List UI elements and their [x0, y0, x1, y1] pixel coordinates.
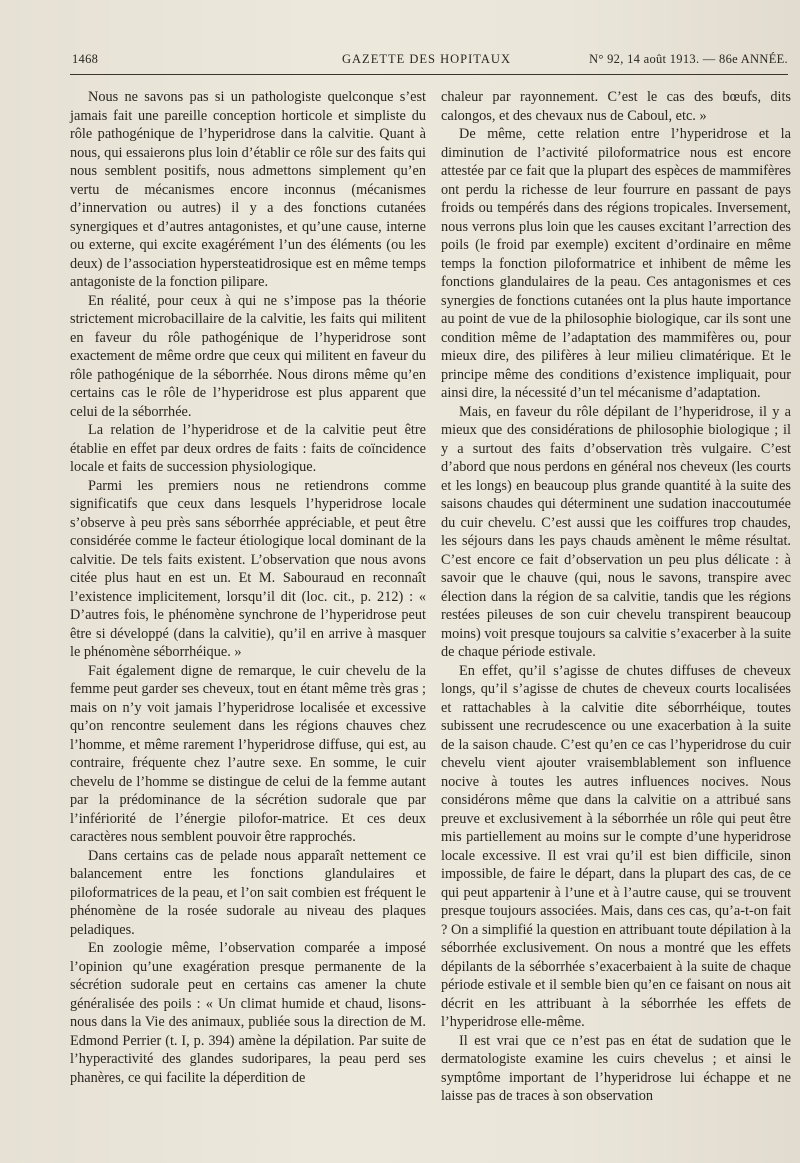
paragraph: En zoologie même, l’observation comparée a imposé l’opinion qu’une exagération presque permanente de la sécrétion sudorale peut en certains cas amener la chute généralisée des poils : « Un climat humide et chaud, lisons-nous dans la Vie des animaux, publiée sous la direction de M. Edmond Perrier (t. I, p. 394) amène la dépilation. Par suite de l’hyperactivité des glandes sudoripares, la peau perd ses phanères, ce qui facilite la déperdition de	[70, 940, 426, 1086]
issue-info: N° 92, 14 août 1913. — 86e ANNÉE.	[589, 52, 788, 66]
paragraph: Mais, en faveur du rôle dépilant de l’hyperidrose, il y a mieux que des considérations de philosophie biologique ; il y a surtout des faits d’observation très vulgaire. C’est d’abord que nous perdons en général nos cheveux (les courts et les longs) en beaucoup plus grande quantité à la suite des saisons chaudes qui déterminent une sudation inaccoutumée du cuir chevelu. C’est aussi que les coiffures trop chaudes, les séjours dans les pays chauds amènent le même résultat. C’est encore ce fait d’observation un peu plus délicate : à savoir que le chauve (qui, nous le savons, transpire avec élection dans la région de sa calvitie, tandis que les régions restées pileuses de son cuir chevelu transpirent beaucoup moins) voit presque toujours sa calvitie s’exacerber à la suite de chaque période estivale.	[441, 403, 791, 660]
paragraph: Il est vrai que ce n’est pas en état de sudation que le dermatologiste examine les cuirs chevelus ; et ainsi le symptôme important de l’hyperidrose lui échappe et ne laisse pas de traces à son observation	[441, 1032, 791, 1104]
left-column	[70, 88, 426, 1087]
paragraph: De même, cette relation entre l’hyperidrose et la diminution de l’activité piloformatrice nous est encore attestée par ce fait que la plupart des espèces de mammifères ont perdu la richesse de leur fourrure en passant de pays froids ou tempérés dans des régions tropicales. Inversement, nous verrons plus loin que les causes excitant l’arrection des poils (le froid par exemple) excitent d’ordinaire en même temps la fonction piloformatrice et inhibent de même les fonctions glandulaires de la peau. Ces antagonismes et ces synergies de fonctions cutanées ont la plus haute importance au point de vue de la philosophie biologique, car ils sont une condition même de l’adaptation des mammifères ou, pour mieux dire, des pilifères à leur milieu climatérique. Et le principe même des conditions d’existence impliquait, pour ainsi dire, la nécessité d’un tel mécanisme d’adaptation.	[441, 126, 791, 401]
paragraph: Parmi les premiers nous ne retiendrons comme significatifs que ceux dans lesquels l’hyperidrose locale s’observe à peu près sans séborrhée appréciable, et peut être considérée comme le facteur étiologique local dominant de la calvitie. De tels faits existent. L’observation que nous avons citée plus haut en est un. Et M. Sabouraud en reconnaît l’existence implicitement, lorsqu’il dit (loc. cit., p. 212) : « D’autres fois, le phénomène synchrone de l’hyperidrose peut être si développé (dans la calvitie), qu’il en arrive à masquer le phénomène séborrhéique. »	[70, 477, 426, 660]
paragraph: Fait également digne de remarque, le cuir chevelu de la femme peut garder ses cheveux, tout en étant même très gras ; mais on n’y voit jamais l’hyperidrose localisée et excessive qu’on rencontre seulement dans les régions chauves chez l’homme, et même rarement l’hyperidrose diffuse, qui est, au contraire, fréquente chez l’autre sexe. En somme, le cuir chevelu de l’homme se distingue de celui de la femme autant par la prédominance de la sécrétion sudorale que par l’infériorité de l’énergie pilofor-matrice. Et ces deux caractères nous semblent pouvoir être rapprochés.	[70, 662, 426, 845]
page-number: 1468	[72, 52, 99, 66]
paragraph: La relation de l’hyperidrose et de la calvitie peut être établie en effet par deux ordres de faits : faits de coïncidence locale et faits de succession physiologique.	[70, 422, 426, 475]
paragraph: En effet, qu’il s’agisse de chutes diffuses de cheveux longs, qu’il s’agisse de chutes de cheveux courts localisées et rattachables à la calvitie dite séborrhéique, toutes subissent une recrudescence ou une exacerbation à la suite de la saison chaude. C’est qu’en ce cas l’hyperidrose du cuir chevelu vient ajouter vraisemblablement son influence nocive à toutes les autres influences nocives. Nous considérons même que dans la calvitie on a attribué sans preuve et exclusivement à la séborrhée un rôle qui peut être mis partiellement au moins sur le compte d’une hyperidrose locale excessive. Il est vrai qu’il est bien difficile, sinon impossible, de faire le départ, dans la plupart des cas, de ce qui peut appartenir à l’une et à l’autre cause, qui se trouvent presque toujours associées. Mais, dans ces cas, qu’a-t-on fait ? On a simplifié la question en attribuant toute dépilation à la séborrhée exclusivement. On nous a montré que les effets dépilants de la séborrhée s’exacerbaient à la suite de chaque période estivale et il semble bien qu’en ce faisant on nous ait décrit en les attribuant à la séborrhée les effets de l’hyperidrose elle-même.	[441, 662, 791, 1030]
paragraph: En réalité, pour ceux à qui ne s’impose pas la théorie strictement microbacillaire de la calvitie, les faits qui militent en faveur du rôle pathogénique de l’hyperidrose sont exactement de même ordre que ceux qui militent en faveur du rôle pathogénique de la séborrhée. Nous dirons même qu’en certains cas le rôle de l’hyperidrose est plus apparent que celui de la séborrhée.	[70, 292, 426, 420]
journal-title: GAZETTE DES HOPITAUX	[342, 52, 511, 66]
header-rule	[70, 74, 788, 75]
paragraph: Dans certains cas de pelade nous apparaît nettement ce balancement entre les fonctions glandulaires et piloformatrices de la peau, et l’on sait combien est fréquent le phénomène de la rosée sudorale au niveau des plaques peladiques.	[70, 847, 426, 938]
paragraph: Nous ne savons pas si un pathologiste quelconque s’est jamais fait une pareille conception horticole et simpliste du rôle pathogénique de l’hyperidrose dans la calvitie. Quant à nous, qui essaierons plus loin d’établir ce rôle sur des faits qui nous semblent positifs, nous admettons simplement qu’en vertu de mécanismes encore inconnus (mécanismes d’innervation ou autres) il y a des fonctions cutanées synergiques et d’autres antagonistes, et qu’une cause, interne ou externe, qui excite exagérément l’un des éléments (ou les deux) de l’association hypersteatidrosique est en même temps antagoniste de la fonction pilipare.	[70, 89, 426, 290]
paragraph: chaleur par rayonnement. C’est le cas des bœufs, dits calongos, et des chevaux nus de Caboul, etc. »	[441, 89, 791, 124]
page-header	[70, 52, 788, 72]
right-column	[441, 88, 791, 1106]
